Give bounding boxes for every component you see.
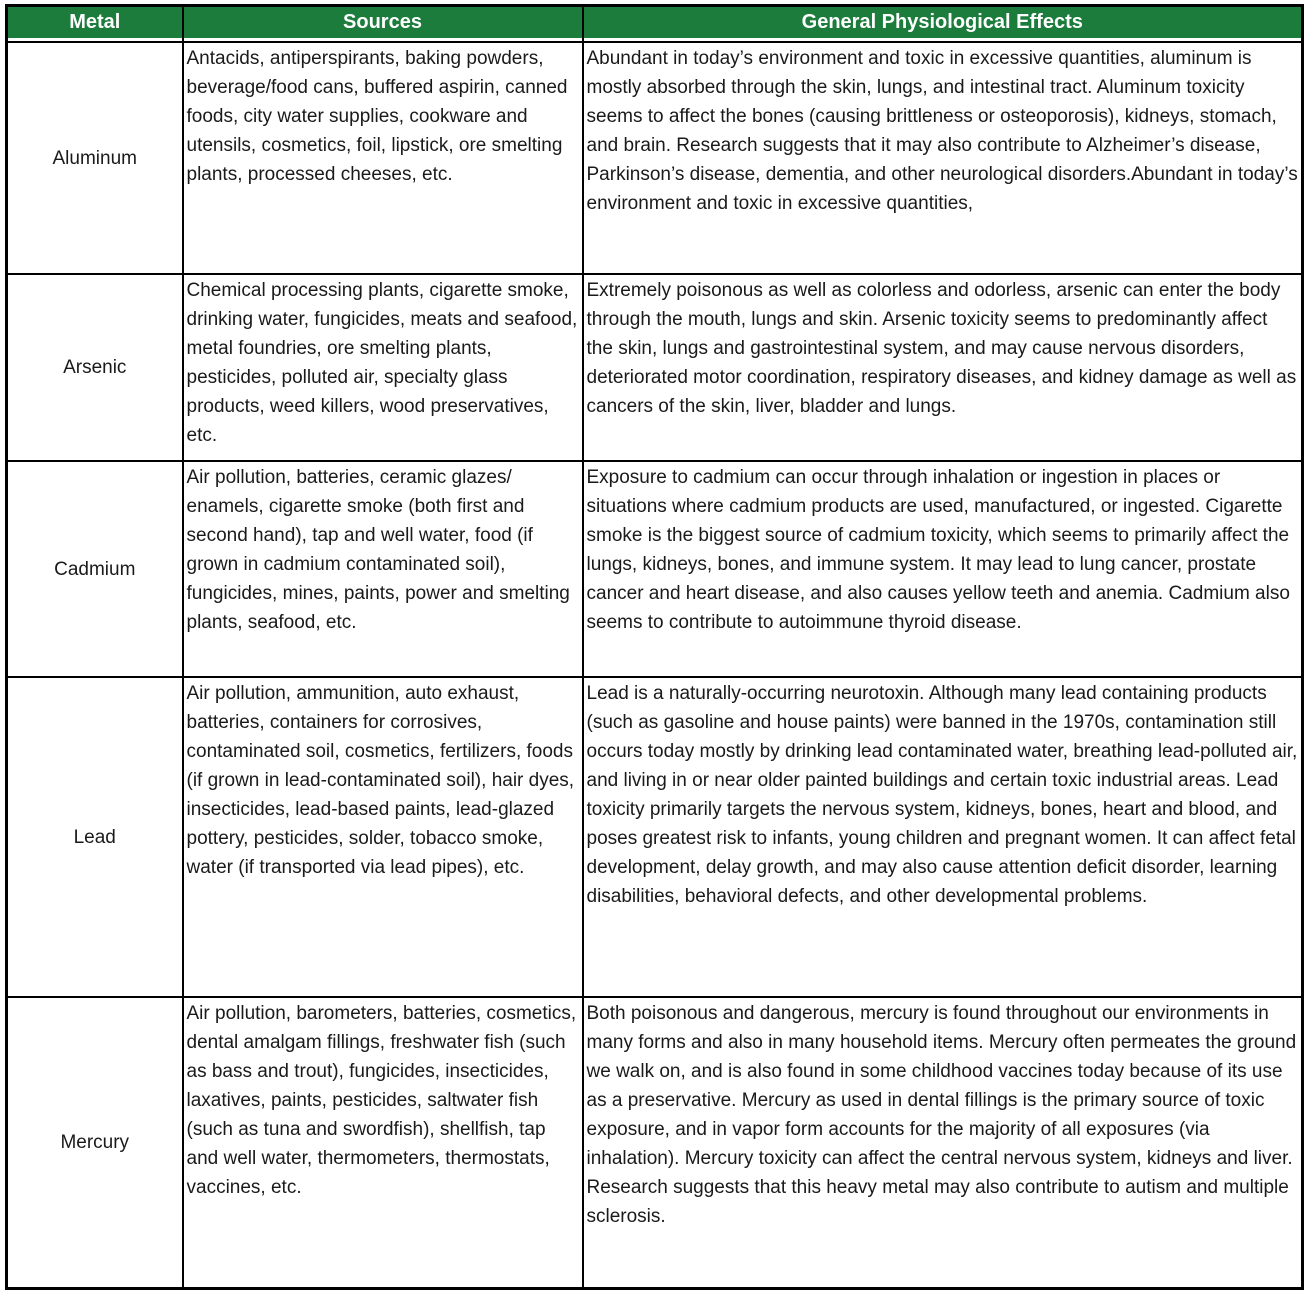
table-body xyxy=(7,42,1303,1288)
sources-cell: Chemical processing plants, cigarette smoke, drinking water, fungicides, meats and seafood, metal foundries, ore smelting plants, pesticides, polluted air, specialty glass products, weed killers, wood preservatives, etc. xyxy=(183,274,583,461)
effects-cell: Extremely poisonous as well as colorless and odorless, arsenic can enter the body through the mouth, lungs and skin. Arsenic toxicity seems to predominantly affect the skin, lungs and gastrointestinal system, and may cause nervous disorders, deteriorated motor coordination, respiratory diseases, and kidney damage as well as cancers of the skin, liver, bladder and lungs. xyxy=(583,274,1303,461)
table-row xyxy=(7,42,1303,274)
sources-cell: Air pollution, barometers, batteries, cosmetics, dental amalgam fillings, freshwater fish (such as bass and trout), fungicides, insecticides, laxatives, paints, pesticides, saltwater fish (such as tuna and swordfish), shellfish, tap and well water, thermometers, thermostats, vaccines, etc. xyxy=(183,997,583,1288)
table-row xyxy=(7,677,1303,997)
column-header-sources: Sources xyxy=(183,6,583,43)
effects-cell: Exposure to cadmium can occur through inhalation or ingestion in places or situations where cadmium products are used, manufactured, or ingested. Cigarette smoke is the biggest source of cadmium toxicity, which seems to primarily affect the lungs, kidneys, bones, and immune system. It may lead to lung cancer, prostate cancer and heart disease, and also causes yellow teeth and anemia. Cadmium also seems to contribute to autoimmune thyroid disease. xyxy=(583,461,1303,677)
column-header-effects: General Physiological Effects xyxy=(583,6,1303,43)
table-row xyxy=(7,461,1303,677)
effects-cell: Lead is a naturally-occurring neurotoxin. Although many lead containing products (such as gasoline and house paints) were banned in the 1970s, contamination still occurs today mostly by drinking lead contaminated water, breathing lead-polluted air, and living in or near older painted buildings and certain toxic industrial areas. Lead toxicity primarily targets the nervous system, kidneys, bones, heart and blood, and poses greatest risk to infants, young children and pregnant women. It can affect fetal development, delay growth, and may also cause attention deficit disorder, learning disabilities, behavioral defects, and other developmental problems. xyxy=(583,677,1303,997)
column-header-metal: Metal xyxy=(7,6,183,43)
metal-name-cell: Arsenic xyxy=(7,274,183,461)
sources-cell: Air pollution, batteries, ceramic glazes/ enamels, cigarette smoke (both first and second hand), tap and well water, food (if grown in cadmium contaminated soil), fungicides, mines, paints, power and smelting plants, seafood, etc. xyxy=(183,461,583,677)
sources-cell: Antacids, antiperspirants, baking powders, beverage/food cans, buffered aspirin, canned foods, city water supplies, cookware and utensils, cosmetics, foil, lipstick, ore smelting plants, processed cheeses, etc. xyxy=(183,42,583,274)
effects-cell: Both poisonous and dangerous, mercury is found throughout our environments in many forms and also in many household items. Mercury often permeates the ground we walk on, and is also found in some childhood vaccines today because of its use as a preservative. Mercury as used in dental fillings is the primary source of toxic exposure, and in vapor form accounts for the majority of all exposures (via inhalation). Mercury toxicity can affect the central nervous system, kidneys and liver. Research suggests that this heavy metal may also contribute to autism and multiple sclerosis. xyxy=(583,997,1303,1288)
heavy-metals-table xyxy=(5,4,1304,1290)
metal-name-cell: Aluminum xyxy=(7,42,183,274)
header-row xyxy=(7,6,1303,43)
metal-name-cell: Cadmium xyxy=(7,461,183,677)
metal-name-cell: Lead xyxy=(7,677,183,997)
effects-cell: Abundant in today’s environment and toxic in excessive quantities, aluminum is mostly absorbed through the skin, lungs, and intestinal tract. Aluminum toxicity seems to affect the bones (causing brittleness or osteoporosis), kidneys, stomach, and brain. Research suggests that it may also contribute to Alzheimer’s disease, Parkinson’s disease, dementia, and other neurological disorders.Abundant in today’s environment and toxic in excessive quantities, xyxy=(583,42,1303,274)
sources-cell: Air pollution, ammunition, auto exhaust, batteries, containers for corrosives, contaminated soil, cosmetics, fertilizers, foods (if grown in lead-contaminated soil), hair dyes, insecticides, lead-based paints, lead-glazed pottery, pesticides, solder, tobacco smoke, water (if transported via lead pipes), etc. xyxy=(183,677,583,997)
table-row xyxy=(7,274,1303,461)
table-row xyxy=(7,997,1303,1288)
metal-name-cell: Mercury xyxy=(7,997,183,1288)
